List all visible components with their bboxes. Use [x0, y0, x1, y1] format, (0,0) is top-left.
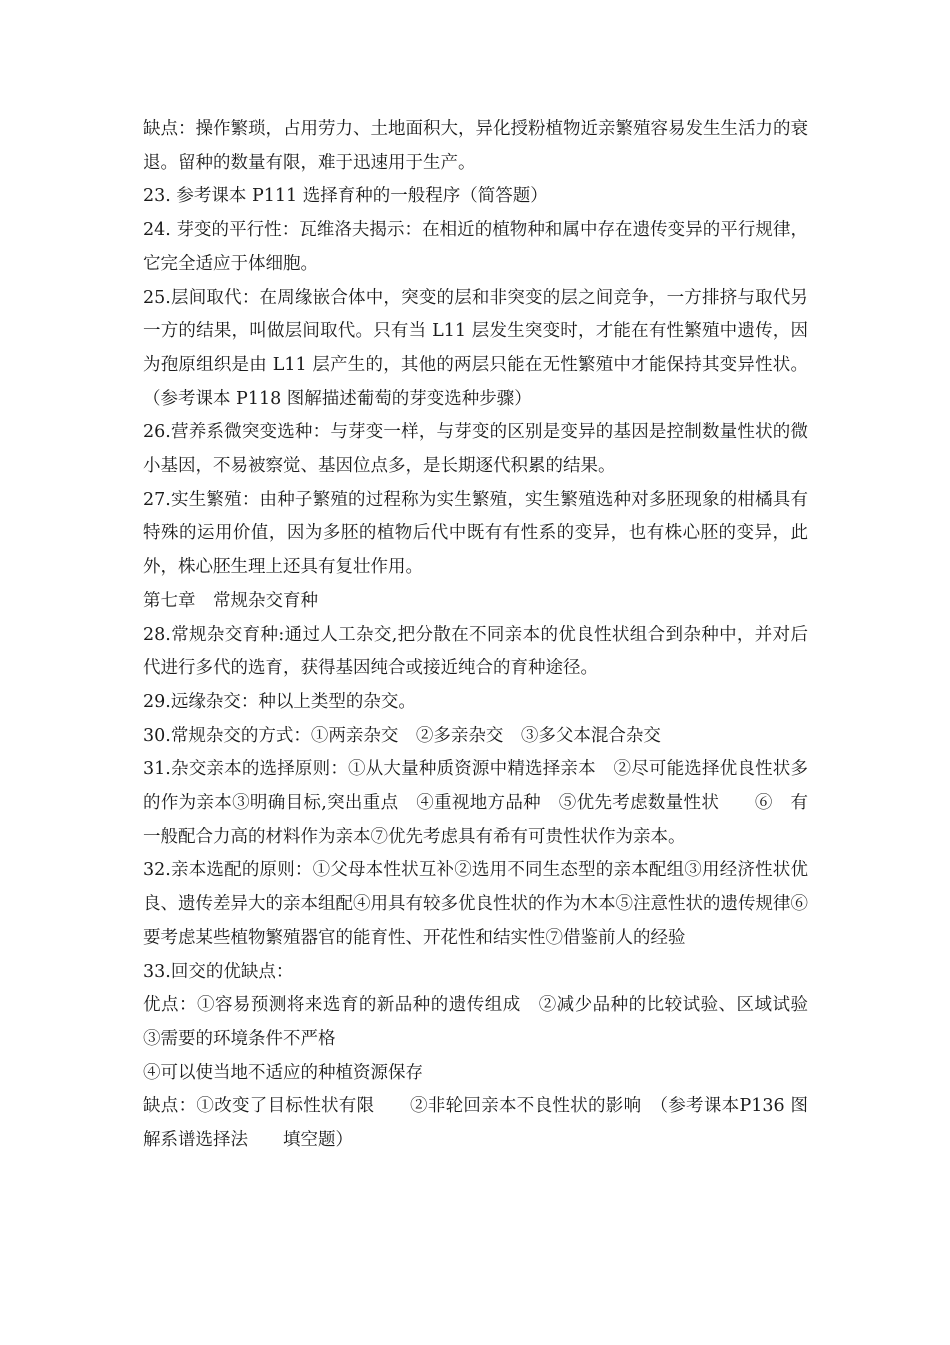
paragraph-item-30: 30.常规杂交的方式：①两亲杂交 ②多亲杂交 ③多父本混合杂交	[143, 725, 661, 746]
paragraph-item-28: 28.常规杂交育种:通过人工杂交,把分散在不同亲本的优良性状组合到杂种中，并对后代进行多代的选育，获得基因纯合或接近纯合的育种途径。	[143, 624, 808, 679]
paragraph-item-31: 31.杂交亲本的选择原则：①从大量种质资源中精选择亲本 ②尽可能选择优良性状多的作为亲本③明确目标,突出重点 ④重视地方品种 ⑤优先考虑数量性状 ⑥ 有一般配合力高的材料作为亲本⑦优先考虑具有希有可贵性状作为亲本。	[143, 759, 808, 847]
paragraph-item-32: 32.亲本选配的原则：①父母本性状互补②选用不同生态型的亲本配组③用经济性状优良、遗传差异大的亲本组配④用具有较多优良性状的作为木本⑤注意性状的遗传规律⑥要考虑某些植物繁殖器官的能育性、开花性和结实性⑦借鉴前人的经验	[143, 860, 808, 948]
paragraph-item-33: 33.回交的优缺点：	[143, 961, 294, 982]
paragraph-backcross-disadvantages: 缺点：①改变了目标性状有限 ②非轮回亲本不良性状的影响 （参考课本P136 图解系谱选择法 填空题）	[143, 1096, 808, 1151]
paragraph-backcross-advantage-4: ④可以使当地不适应的种植资源保存	[143, 1062, 423, 1083]
paragraph-item-29: 29.远缘杂交：种以上类型的杂交。	[143, 691, 416, 712]
paragraph-backcross-advantages: 优点：①容易预测将来选育的新品种的遗传组成 ②减少品种的比较试验、区域试验 ③需要的环境条件不严格	[143, 995, 826, 1049]
document-body	[143, 113, 826, 1158]
paragraph-item-26: 26.营养系微突变选种：与芽变一样，与芽变的区别是变异的基因是控制数量性状的微小基因，不易被察觉、基因位点多，是长期逐代积累的结果。	[143, 422, 808, 477]
chapter-heading: 第七章 常规杂交育种	[143, 590, 318, 611]
paragraph-item-23: 23. 参考课本 P111 选择育种的一般程序（简答题）	[143, 186, 548, 207]
paragraph-item-25: 25.层间取代：在周缘嵌合体中，突变的层和非突变的层之间竞争，一方排挤与取代另一方的结果，叫做层间取代。只有当 L11 层发生突变时，才能在有性繁殖中遗传，因为孢原组织是由 L11 层产生的，其他的两层只能在无性繁殖中才能保持其变异性状。（参考课本 P118 图解描述葡萄的芽变选种步骤）	[143, 287, 808, 409]
paragraph-item-24: 24. 芽变的平行性：瓦维洛夫揭示：在相近的植物种和属中存在遗传变异的平行规律，它完全适应于体细胞。	[143, 220, 808, 274]
paragraph-breeding-disadvantages: 缺点：操作繁琐，占用劳力、土地面积大，异化授粉植物近亲繁殖容易发生生活力的衰退。留种的数量有限，难于迅速用于生产。	[143, 119, 808, 173]
paragraph-item-27: 27.实生繁殖：由种子繁殖的过程称为实生繁殖，实生繁殖选种对多胚现象的柑橘具有特殊的运用价值，因为多胚的植物后代中既有有性系的变异，也有株心胚的变异，此外，株心胚生理上还具有复壮作用。	[143, 489, 808, 578]
